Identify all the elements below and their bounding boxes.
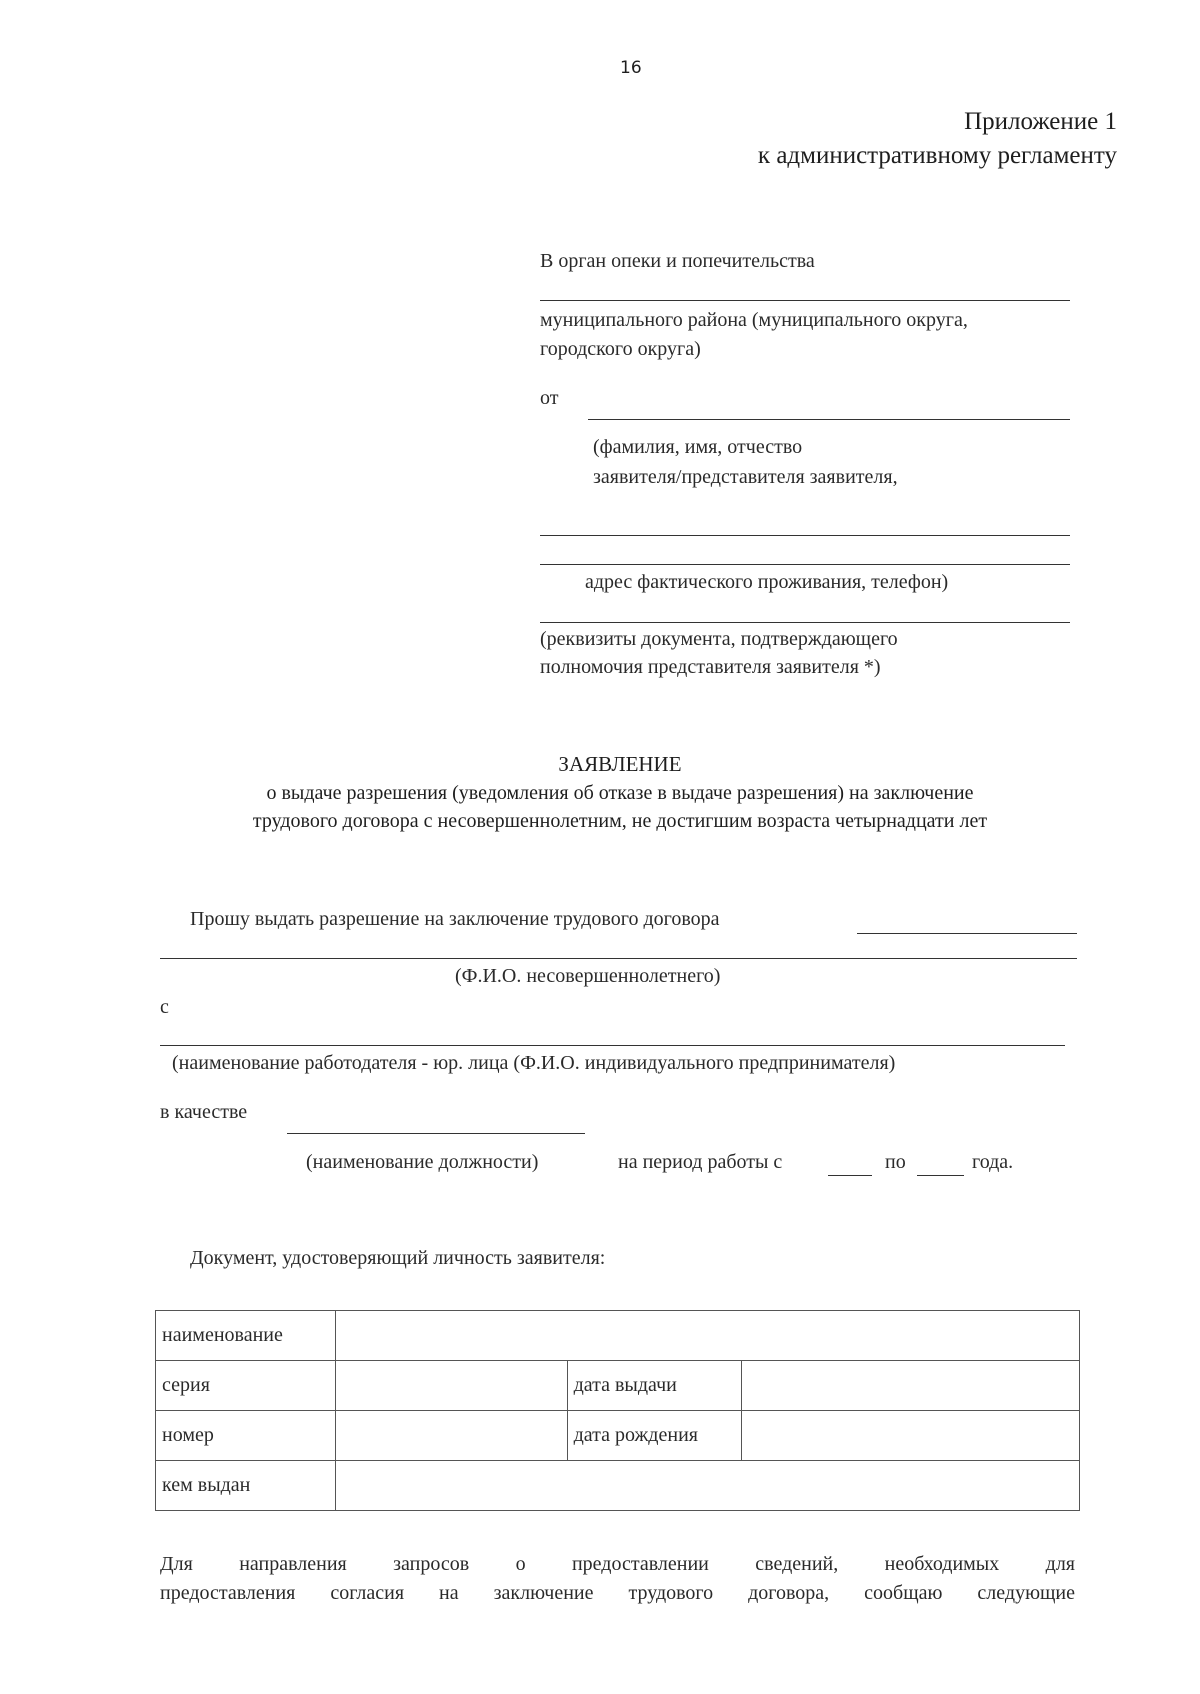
fio-caption-2: заявителя/представителя заявителя,: [593, 466, 898, 488]
position-label: в качестве: [160, 1101, 248, 1123]
issue-date-label: дата выдачи: [567, 1361, 742, 1411]
contract-field-line[interactable]: [857, 933, 1077, 934]
footer-paragraph-line-2: предоставления согласия на заключение трудового договора, сообщаю следующие: [160, 1582, 1075, 1604]
authority-field-line[interactable]: [540, 300, 1070, 301]
request-text: Прошу выдать разрешение на заключение трудового договора: [190, 908, 720, 930]
statement-title: ЗАЯВЛЕНИЕ: [558, 752, 682, 776]
table-row: [156, 1411, 1080, 1461]
address-field-line-1[interactable]: [540, 535, 1070, 536]
requisites-caption-1: (реквизиты документа, подтверждающего: [540, 628, 898, 650]
employer-caption: (наименование работодателя - юр. лица (Ф.И.О. индивидуального предпринимателя): [172, 1052, 896, 1074]
address-caption: адрес фактического проживания, телефон): [585, 571, 949, 593]
statement-subtitle-1: о выдаче разрешения (уведомления об отказе в выдаче разрешения) на заключение: [266, 782, 974, 804]
table-row: [156, 1361, 1080, 1411]
position-field-line[interactable]: [287, 1133, 585, 1134]
minor-caption: (Ф.И.О. несовершеннолетнего): [455, 965, 721, 987]
identity-heading: Документ, удостоверяющий личность заявителя:: [190, 1247, 606, 1269]
number-value-cell[interactable]: [335, 1411, 567, 1461]
position-caption: (наименование должности): [306, 1151, 539, 1173]
period-year-label: года.: [972, 1151, 1014, 1173]
table-row: [156, 1461, 1080, 1511]
district-caption-1: муниципального района (муниципального округа,: [540, 309, 968, 331]
period-to-field-line[interactable]: [917, 1175, 964, 1176]
address-field-line-2[interactable]: [540, 564, 1070, 565]
footer-paragraph-line-1: Для направления запросов о предоставлении сведений, необходимых для: [160, 1553, 1075, 1575]
series-label: серия: [156, 1361, 336, 1411]
table-row: [156, 1311, 1080, 1361]
requisites-caption-2: полномочия представителя заявителя *): [540, 656, 881, 678]
minor-name-field-line[interactable]: [160, 958, 1077, 959]
period-from-label: на период работы с: [618, 1151, 783, 1173]
appendix-title: Приложение 1: [964, 108, 1117, 135]
series-value-cell[interactable]: [335, 1361, 567, 1411]
issue-date-value-cell[interactable]: [742, 1361, 1080, 1411]
applicant-field-line[interactable]: [588, 419, 1070, 420]
issued-by-label: кем выдан: [156, 1461, 336, 1511]
issued-by-value-cell[interactable]: [335, 1461, 1079, 1511]
number-label: номер: [156, 1411, 336, 1461]
identity-table: [155, 1310, 1080, 1511]
name-label: наименование: [156, 1311, 336, 1361]
name-value-cell[interactable]: [335, 1311, 1079, 1361]
birth-date-value-cell[interactable]: [742, 1411, 1080, 1461]
page-number: 16: [620, 58, 642, 78]
period-to-label: по: [885, 1151, 906, 1173]
district-caption-2: городского округа): [540, 338, 701, 360]
birth-date-label: дата рождения: [567, 1411, 742, 1461]
to-label: В орган опеки и попечительства: [540, 250, 815, 272]
requisites-field-line[interactable]: [540, 622, 1070, 623]
statement-subtitle-2: трудового договора с несовершеннолетним, не достигшим возраста четырнадцати лет: [252, 810, 988, 832]
employer-field-line[interactable]: [160, 1045, 1065, 1046]
appendix-subtitle: к административному регламенту: [757, 142, 1117, 169]
period-from-field-line[interactable]: [828, 1175, 872, 1176]
fio-caption-1: (фамилия, имя, отчество: [593, 436, 803, 458]
from-label: от: [540, 387, 559, 409]
with-label: с: [160, 996, 169, 1018]
